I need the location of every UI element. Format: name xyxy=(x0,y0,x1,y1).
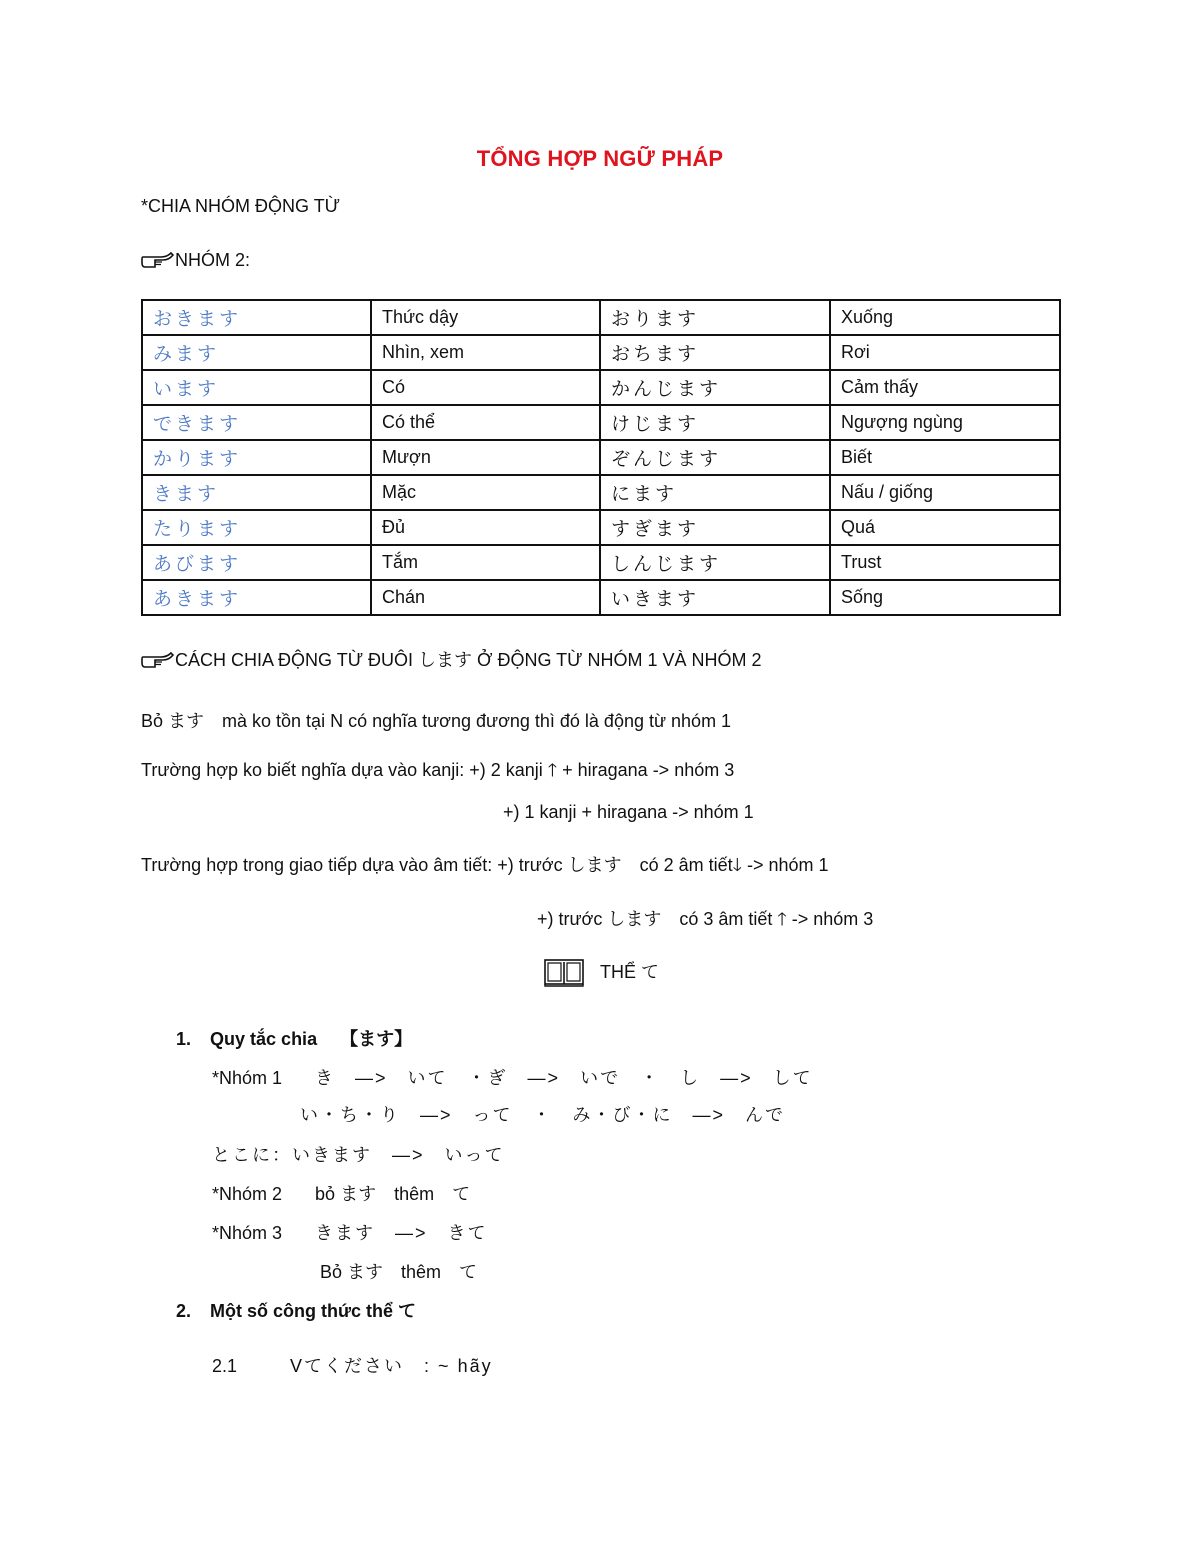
verb-cell: しんじます xyxy=(600,545,830,580)
item1-number: 1. xyxy=(176,1029,192,1049)
meaning-cell: Quá xyxy=(830,510,1060,545)
section-verb-groups: *CHIA NHÓM ĐỘNG TỪ xyxy=(141,196,341,216)
item2-number: 2. xyxy=(176,1301,192,1321)
open-book-icon xyxy=(543,958,585,988)
meaning-cell: Có xyxy=(371,370,600,405)
group3-line xyxy=(212,1219,488,1245)
verb-cell: おきます xyxy=(142,300,371,335)
item2-line xyxy=(176,1297,416,1323)
sub21-line xyxy=(212,1352,493,1378)
group1-rules-1: き ―> いて ・ぎ ―> いで ・ し ―> して xyxy=(315,1068,813,1088)
table-row xyxy=(142,370,1060,405)
verb-cell: たります xyxy=(142,510,371,545)
meaning-cell: Trust xyxy=(830,545,1060,580)
exception-line: とこに：いきます ―> いって xyxy=(212,1145,505,1165)
group1-line1 xyxy=(212,1064,813,1090)
sub21-number: 2.1 xyxy=(212,1356,238,1376)
verb-cell: あきます xyxy=(142,580,371,615)
verb-cell: おちます xyxy=(600,335,830,370)
pointing-hand-icon xyxy=(141,248,175,270)
table-row xyxy=(142,580,1060,615)
meaning-cell: Sống xyxy=(830,580,1060,615)
shimasu-heading-line xyxy=(141,646,762,672)
group1-rules-2: い・ち・り ―> って ・ み・び・に ―> んで xyxy=(300,1105,786,1125)
meaning-cell: Tắm xyxy=(371,545,600,580)
meaning-cell: Rơi xyxy=(830,335,1060,370)
verb-cell: みます xyxy=(142,335,371,370)
item1-bracket: 【ます】 xyxy=(340,1029,413,1049)
verb-group2-table xyxy=(141,299,1061,616)
meaning-cell: Nhìn, xem xyxy=(371,335,600,370)
group2-heading: NHÓM 2: xyxy=(175,250,251,270)
verb-cell: ぞんじます xyxy=(600,440,830,475)
table-row xyxy=(142,510,1060,545)
item1-line xyxy=(176,1025,412,1051)
rule-line-4: Trường hợp trong giao tiếp dựa vào âm tiết: +) trước します có 2 âm tiết🡓 -> nhóm 1 xyxy=(141,855,829,875)
meaning-cell: Nấu / giống xyxy=(830,475,1060,510)
rule-line-1: Bỏ ます mà ko tồn tại N có nghĩa tương đương thì đó là động từ nhóm 1 xyxy=(141,711,732,731)
rule-line-2: Trường hợp ko biết nghĩa dựa vào kanji: +) 2 kanji 🡑 + hiragana -> nhóm 3 xyxy=(141,760,735,780)
group2-label: *Nhóm 2 xyxy=(212,1184,283,1204)
group2-rule: bỏ ます thêm て xyxy=(315,1184,471,1204)
rule-line-5: +) trước します có 3 âm tiết 🡑 -> nhóm 3 xyxy=(537,909,874,929)
verb-cell: できます xyxy=(142,405,371,440)
table-row xyxy=(142,405,1060,440)
verb-cell: あびます xyxy=(142,545,371,580)
table-row xyxy=(142,545,1060,580)
verb-cell: います xyxy=(142,370,371,405)
te-heading: THỂ て xyxy=(600,962,660,982)
group2-heading-line xyxy=(141,248,250,271)
meaning-cell: Biết xyxy=(830,440,1060,475)
table-row xyxy=(142,475,1060,510)
verb-cell: かんじます xyxy=(600,370,830,405)
table-row xyxy=(142,440,1060,475)
verb-cell: いきます xyxy=(600,580,830,615)
group3-rule: きます ―> きて xyxy=(315,1223,488,1243)
shimasu-heading: CÁCH CHIA ĐỘNG TỪ ĐUÔI します Ở ĐỘNG TỪ NHÓM 1 VÀ NHÓM 2 xyxy=(175,650,762,670)
group2-line xyxy=(212,1180,470,1206)
rule-line-3: +) 1 kanji + hiragana -> nhóm 1 xyxy=(503,802,754,822)
verb-cell: きます xyxy=(142,475,371,510)
meaning-cell: Xuống xyxy=(830,300,1060,335)
meaning-cell: Ngượng ngùng xyxy=(830,405,1060,440)
page-title: TỔNG HỢP NGỮ PHÁP xyxy=(476,146,724,171)
meaning-cell: Mặc xyxy=(371,475,600,510)
item2-title: Một số công thức thể て xyxy=(210,1301,417,1321)
meaning-cell: Có thể xyxy=(371,405,600,440)
group3-label: *Nhóm 3 xyxy=(212,1223,283,1243)
meaning-cell: Chán xyxy=(371,580,600,615)
item1-title: Quy tắc chia xyxy=(210,1029,318,1049)
group3-rule-2: Bỏ ます thêm て xyxy=(320,1262,478,1282)
verb-cell: おります xyxy=(600,300,830,335)
sub21-text: Vてください : ~ hãy xyxy=(290,1356,493,1376)
verb-cell: すぎます xyxy=(600,510,830,545)
meaning-cell: Thức dậy xyxy=(371,300,600,335)
te-heading-line xyxy=(543,958,659,988)
table-row xyxy=(142,300,1060,335)
meaning-cell: Cảm thấy xyxy=(830,370,1060,405)
table-row xyxy=(142,335,1060,370)
verb-cell: にます xyxy=(600,475,830,510)
meaning-cell: Mượn xyxy=(371,440,600,475)
pointing-hand-icon xyxy=(141,648,175,670)
meaning-cell: Đủ xyxy=(371,510,600,545)
group1-label: *Nhóm 1 xyxy=(212,1068,283,1088)
verb-cell: かります xyxy=(142,440,371,475)
verb-cell: けじます xyxy=(600,405,830,440)
